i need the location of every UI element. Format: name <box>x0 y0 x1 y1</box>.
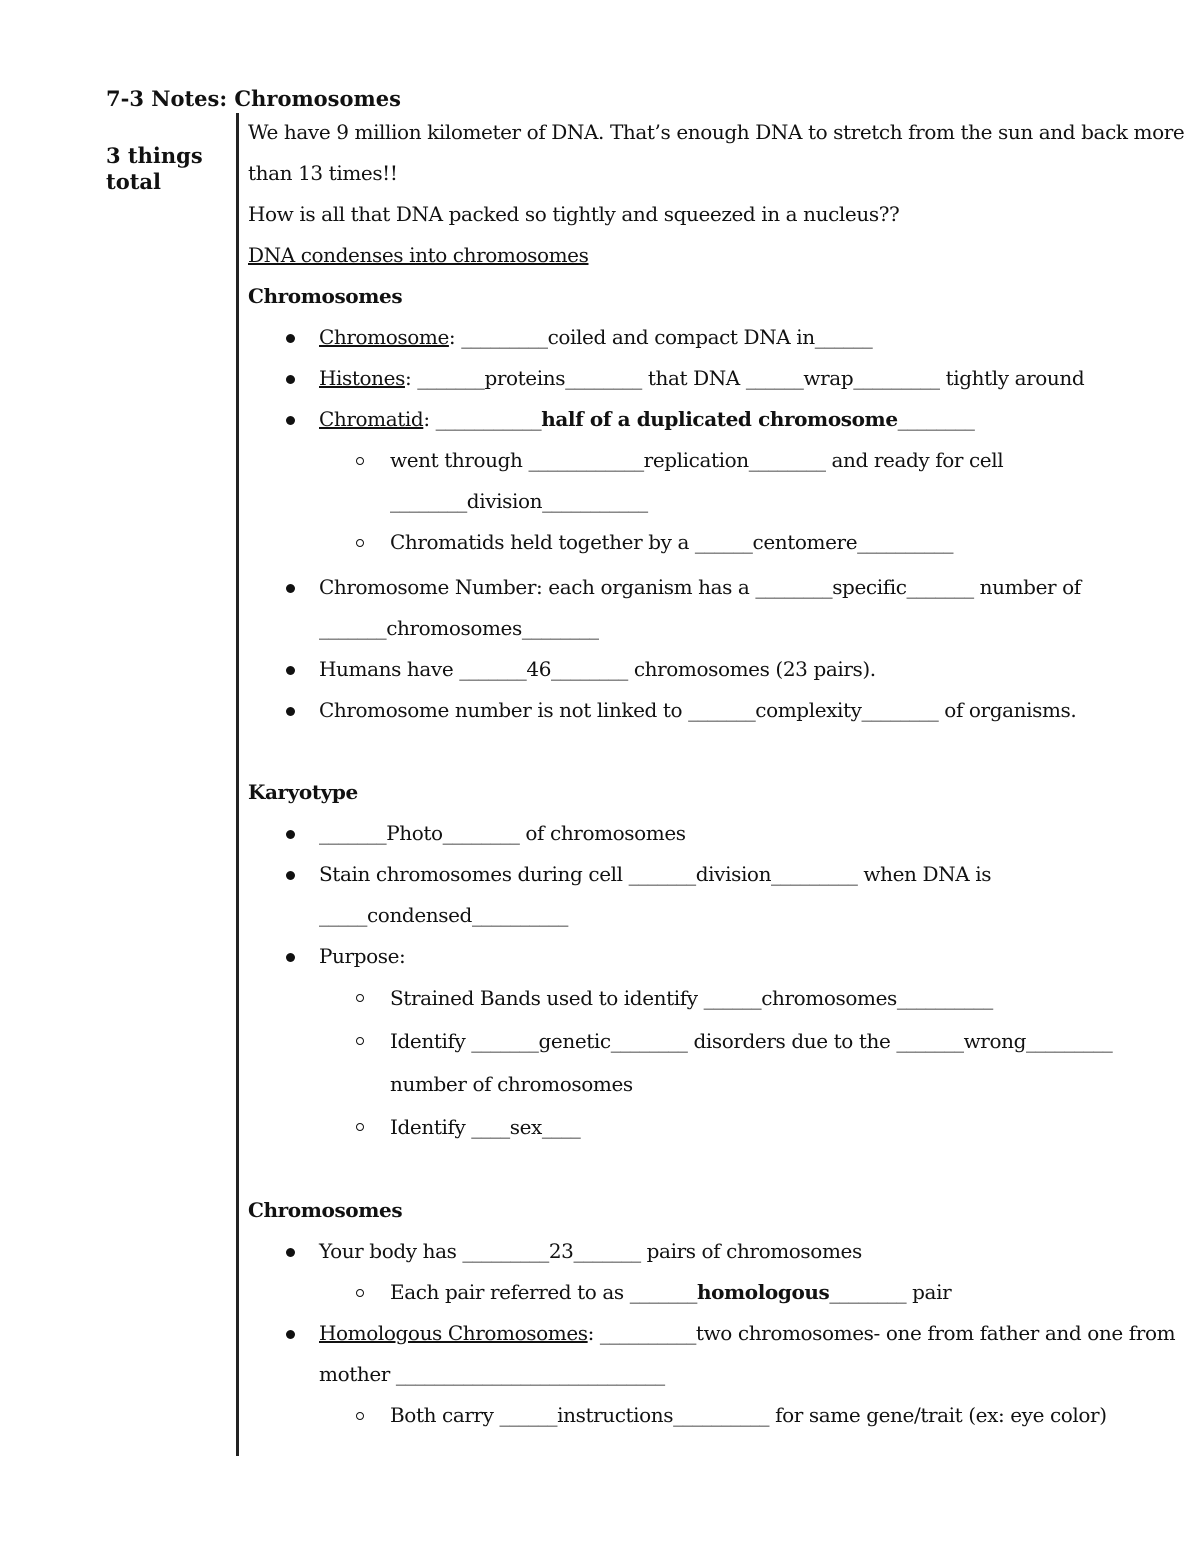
definition-chromosome: : _________coiled and compact DNA in______ <box>448 325 873 349</box>
definition-histones: : _______proteins________ that DNA ______wrap_________ tightly around <box>404 366 1085 390</box>
spacer <box>248 1149 1188 1190</box>
side-note: 3 things total <box>106 143 203 194</box>
list-item-chromatid <box>248 399 1188 563</box>
list-item-pairs <box>248 1231 1188 1313</box>
purpose-sublist <box>319 977 1188 1149</box>
list-item-stain: Stain chromosomes during cell _______division_________ when DNA is _____condensed__________ <box>248 854 1188 936</box>
sub-item-instructions: Both carry ______instructions__________ for same gene/trait (ex: eye color) <box>248 1395 1188 1436</box>
pairs-text: Your body has _________23_______ pairs of chromosomes <box>319 1239 862 1263</box>
list-item-chromosome <box>248 317 1188 358</box>
definition-chromatid-pre: : ___________ <box>423 407 542 431</box>
term-chromosome: Chromosome <box>319 325 449 349</box>
spacer <box>248 731 1188 772</box>
section-heading-chromosomes-2: Chromosomes <box>248 1198 403 1222</box>
term-histones: Histones <box>319 366 405 390</box>
chromatid-sublist <box>319 440 1188 563</box>
sub-item-replication: went through ____________replication________ and ready for cell ________division___________ <box>248 440 1188 522</box>
karyotype-list <box>248 813 1188 1149</box>
intro-question: How is all that DNA packed so tightly and squeezed in a nucleus?? <box>248 202 900 226</box>
term-chromatid: Chromatid <box>319 407 424 431</box>
pair-text-bold: homologous <box>696 1280 830 1304</box>
notes-body <box>248 112 1188 1436</box>
pair-text-pre: Each pair referred to as _______ <box>390 1280 697 1304</box>
list-item-photo: _______Photo________ of chromosomes <box>248 813 1188 854</box>
sub-item-sex: Identify ____sex____ <box>248 1106 1188 1149</box>
list-item-homologous <box>248 1313 1188 1436</box>
intro-statement: DNA condenses into chromosomes <box>248 243 589 267</box>
list-item-humans: Humans have _______46________ chromosomes (23 pairs). <box>248 649 1188 690</box>
purpose-label: Purpose: <box>319 944 406 968</box>
definition-chromatid-bold: half of a duplicated chromosome <box>541 407 898 431</box>
sub-item-homologous-pair <box>248 1272 1188 1313</box>
intro-fact: We have 9 million kilometer of DNA. That’s enough DNA to stretch from the sun and back more than 13 times!! <box>248 120 1185 185</box>
sub-item-bands: Strained Bands used to identify ______chromosomes__________ <box>248 977 1188 1020</box>
term-homologous: Homologous Chromosomes <box>319 1321 588 1345</box>
list-item-complexity: Chromosome number is not linked to _______complexity________ of organisms. <box>248 690 1188 731</box>
chromosomes-list <box>248 317 1188 731</box>
section-heading-chromosomes: Chromosomes <box>248 284 403 308</box>
sub-item-centomere: Chromatids held together by a ______centomere__________ <box>248 522 1188 563</box>
margin-divider-line <box>236 113 239 1456</box>
definition-homologous: : __________two chromosomes- one from father and one from mother ____________________________ <box>319 1321 1176 1386</box>
list-item-chromosome-number: Chromosome Number: each organism has a ________specific_______ number of _______chromosomes________ <box>248 567 1188 649</box>
section-heading-karyotype: Karyotype <box>248 780 358 804</box>
list-item-purpose <box>248 936 1188 1149</box>
homologous-sublist <box>319 1395 1188 1436</box>
page-title: 7-3 Notes: Chromosomes <box>106 86 401 111</box>
sub-item-genetic: Identify _______genetic________ disorders due to the _______wrong_________ number of chromosomes <box>248 1020 1188 1106</box>
definition-chromatid-post: ________ <box>897 407 975 431</box>
list-item-histones <box>248 358 1188 399</box>
pairs-sublist <box>319 1272 1188 1313</box>
homologous-list <box>248 1231 1188 1436</box>
pair-text-post: ________ pair <box>829 1280 952 1304</box>
